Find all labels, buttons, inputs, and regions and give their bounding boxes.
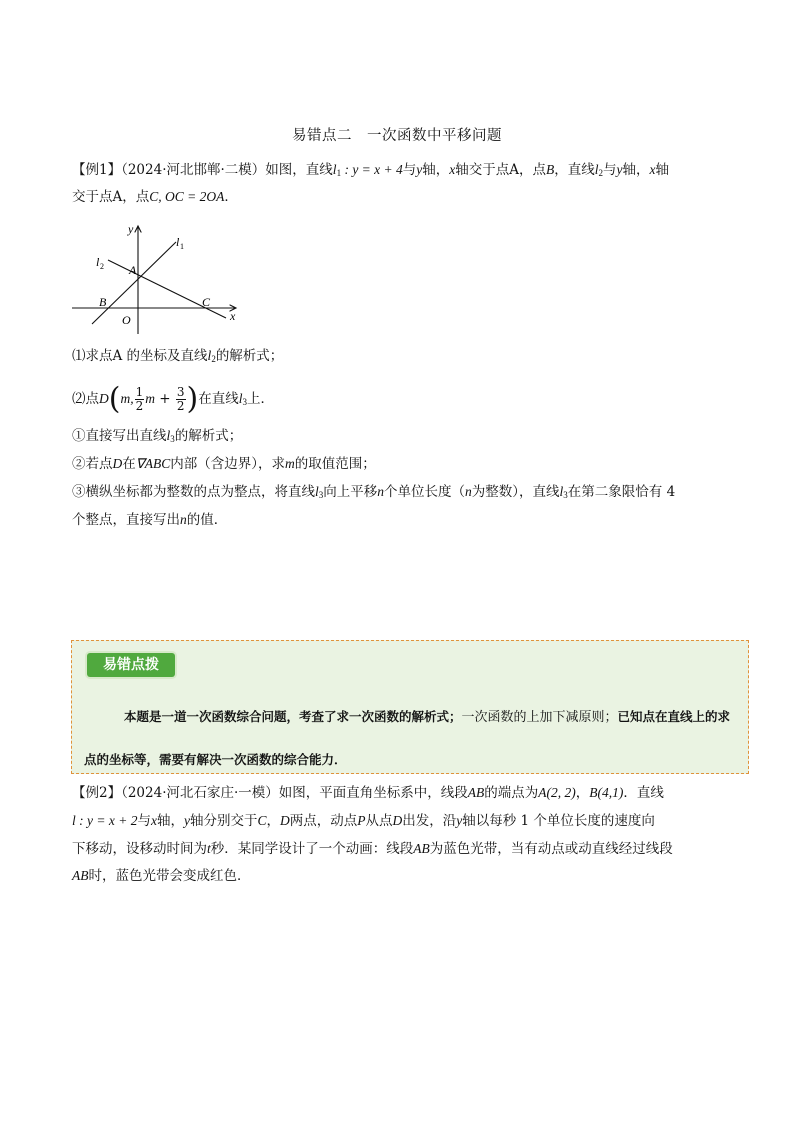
l3-ref: $l_3$ <box>238 391 248 407</box>
text: ． <box>224 189 238 205</box>
var-n: n <box>180 512 187 527</box>
l1-label: $l_1$ : <box>332 162 353 178</box>
l3-ref: $l_3$ <box>559 484 568 500</box>
tip-bold-1: 本题是一道一次函数综合问题，考查了求一次函数的解析式； <box>124 709 462 724</box>
point-D: D <box>99 391 109 406</box>
text: 轴交于点A，点 <box>455 162 547 178</box>
text: ．直线 <box>623 785 664 801</box>
point-A-coord: A(2, 2) <box>538 785 576 800</box>
text: ⑵点 <box>72 391 99 407</box>
page-title: 易错点二 一次函数中平移问题 <box>292 128 502 144</box>
text: 秒．某同学设计了一个动画：线段 <box>210 841 414 857</box>
var-m: m <box>145 391 155 406</box>
var-n: n <box>377 484 385 499</box>
example1-line2 <box>72 187 238 207</box>
example1-tag: 【例1】 <box>72 162 122 178</box>
text: 向上平移 <box>323 484 378 500</box>
text: 的解析式； <box>174 428 243 444</box>
example2-line2 <box>72 811 655 831</box>
l1-fig-label: l <box>176 235 180 249</box>
tip-badge: 易错点拨 <box>87 653 175 677</box>
text: 的取值范围； <box>294 456 376 472</box>
text: 个单位长度（ <box>384 484 466 500</box>
text: ②若点 <box>72 456 113 472</box>
text: 如图，平面直角坐标系中，线段 <box>278 785 468 801</box>
tip-box <box>71 640 749 774</box>
example2-line4 <box>72 866 251 886</box>
text: 内部（含边界），求 <box>170 456 286 472</box>
var-D: D <box>392 813 403 828</box>
text: ⑴求点A 的坐标及直线 <box>72 348 208 364</box>
example1-source: （2024·河北邯郸·二模） <box>121 162 266 178</box>
text: ③横纵坐标都为整数的点为整点，将直线 <box>72 484 315 500</box>
point-B-coord: B(4,1) <box>589 785 624 800</box>
subquestion-2 <box>72 454 376 474</box>
l1-equation: y = x + 4 <box>352 162 403 177</box>
example1-line1 <box>72 160 669 183</box>
math-oc: C, OC = 2OA <box>149 189 225 204</box>
text: 为蓝色光带，当有动点或动直线经过线段 <box>429 841 673 857</box>
subquestion-3 <box>72 482 675 505</box>
text: 交于点A，点 <box>72 189 150 205</box>
text: ①直接写出直线 <box>72 428 167 444</box>
var-D: D <box>279 813 290 828</box>
point-D: D <box>112 456 123 471</box>
text: ， <box>575 785 590 801</box>
text: 在 <box>122 456 136 472</box>
y-axis-label: y <box>128 222 134 236</box>
text: 如图，直线 <box>265 162 333 178</box>
line-l2 <box>108 260 226 318</box>
text: 的值． <box>186 512 228 528</box>
l2-label: $l_2$ <box>594 162 604 178</box>
text: 时，蓝色光带会变成红色． <box>88 868 251 884</box>
text: 两点，动点 <box>289 813 358 829</box>
var-n: n <box>465 484 472 499</box>
l2-ref: $l_2$ <box>207 348 216 364</box>
l3-ref: $l_3$ <box>166 428 175 444</box>
coordinate-figure <box>66 218 246 338</box>
l1-fig-sub: 1 <box>180 242 184 251</box>
text: 轴， <box>622 162 650 178</box>
subquestion-3-cont <box>72 510 227 530</box>
text: 轴分别交于 <box>189 813 258 829</box>
paren: ) <box>186 381 199 417</box>
line-l-equation: l : y = x + 2 <box>72 813 138 828</box>
tip-normal: 一次函数的上加下减原则； <box>461 710 618 725</box>
fraction-half: $\frac{1}{2}$ <box>135 385 144 413</box>
text: 轴， <box>422 162 450 178</box>
text: 下移动，设移动时间为 <box>72 841 207 857</box>
example2-tag: 【例2】 <box>72 785 122 801</box>
fraction-three-halves: $\frac{3}{2}$ <box>176 385 185 413</box>
question-2: ⑵点D(m, $\frac{1}{2}$ m + $\frac{3}{2}$ )在直线$l_3$上． <box>72 381 275 417</box>
subquestion-1 <box>72 426 242 449</box>
text: 的端点为 <box>484 785 539 801</box>
point-C-label: C <box>202 295 211 309</box>
var-y: y <box>616 162 623 177</box>
segment-AB: AB <box>413 841 430 856</box>
example2-line3 <box>72 839 673 859</box>
text: 出发，沿 <box>402 813 457 829</box>
var-x: x <box>150 813 157 828</box>
var-m: m <box>285 456 295 471</box>
var-x: x <box>449 162 456 177</box>
text: 与 <box>402 162 417 178</box>
line-l1 <box>92 242 176 324</box>
text: 上． <box>247 391 275 407</box>
l2-fig-label: l <box>96 255 100 269</box>
var-C: C <box>257 813 267 828</box>
var-y: y <box>416 162 423 177</box>
text: 与 <box>137 813 151 829</box>
text: 与 <box>603 162 617 178</box>
text: 在第二象限恰有 4 <box>567 484 676 500</box>
text: 轴以每秒 1 个单位长度的速度向 <box>462 813 655 829</box>
text: 从点 <box>365 813 393 829</box>
text: 个整点，直接写出 <box>72 512 180 528</box>
text: 在直线 <box>198 391 239 407</box>
tip-text <box>84 696 739 782</box>
text: ， <box>266 813 280 829</box>
point-A-label: A <box>129 263 137 277</box>
example2-line1 <box>72 783 664 803</box>
text: 为整数），直线 <box>471 484 560 500</box>
question-1 <box>72 346 283 369</box>
var-m: m, <box>120 391 134 406</box>
example2-source: （2024·河北石家庄·一模） <box>121 785 279 801</box>
var-y: y <box>456 813 463 828</box>
l3-ref: $l_3$ <box>315 484 324 500</box>
x-axis-label: x <box>230 309 236 323</box>
var-x: x <box>649 162 656 177</box>
text: 的解析式； <box>215 348 284 364</box>
segment-AB: AB <box>72 868 89 883</box>
point-B-label: B <box>99 295 107 309</box>
var-P: P <box>357 813 366 828</box>
text: 轴， <box>156 813 184 829</box>
origin-label: O <box>122 313 131 327</box>
tip-bold-2: 已知点在直线上的求点的坐标等，需要有解决一次函数的综合能力． <box>84 709 731 767</box>
text: 轴 <box>655 162 670 178</box>
triangle-abc: ∇ABC <box>135 456 171 471</box>
segment-AB: AB <box>467 785 485 800</box>
text: ，直线 <box>554 162 595 178</box>
var-y: y <box>183 813 190 828</box>
var-B: B <box>546 162 555 177</box>
var-t: t <box>207 841 211 856</box>
l2-fig-sub: 2 <box>100 262 104 271</box>
paren: ( <box>108 381 121 417</box>
